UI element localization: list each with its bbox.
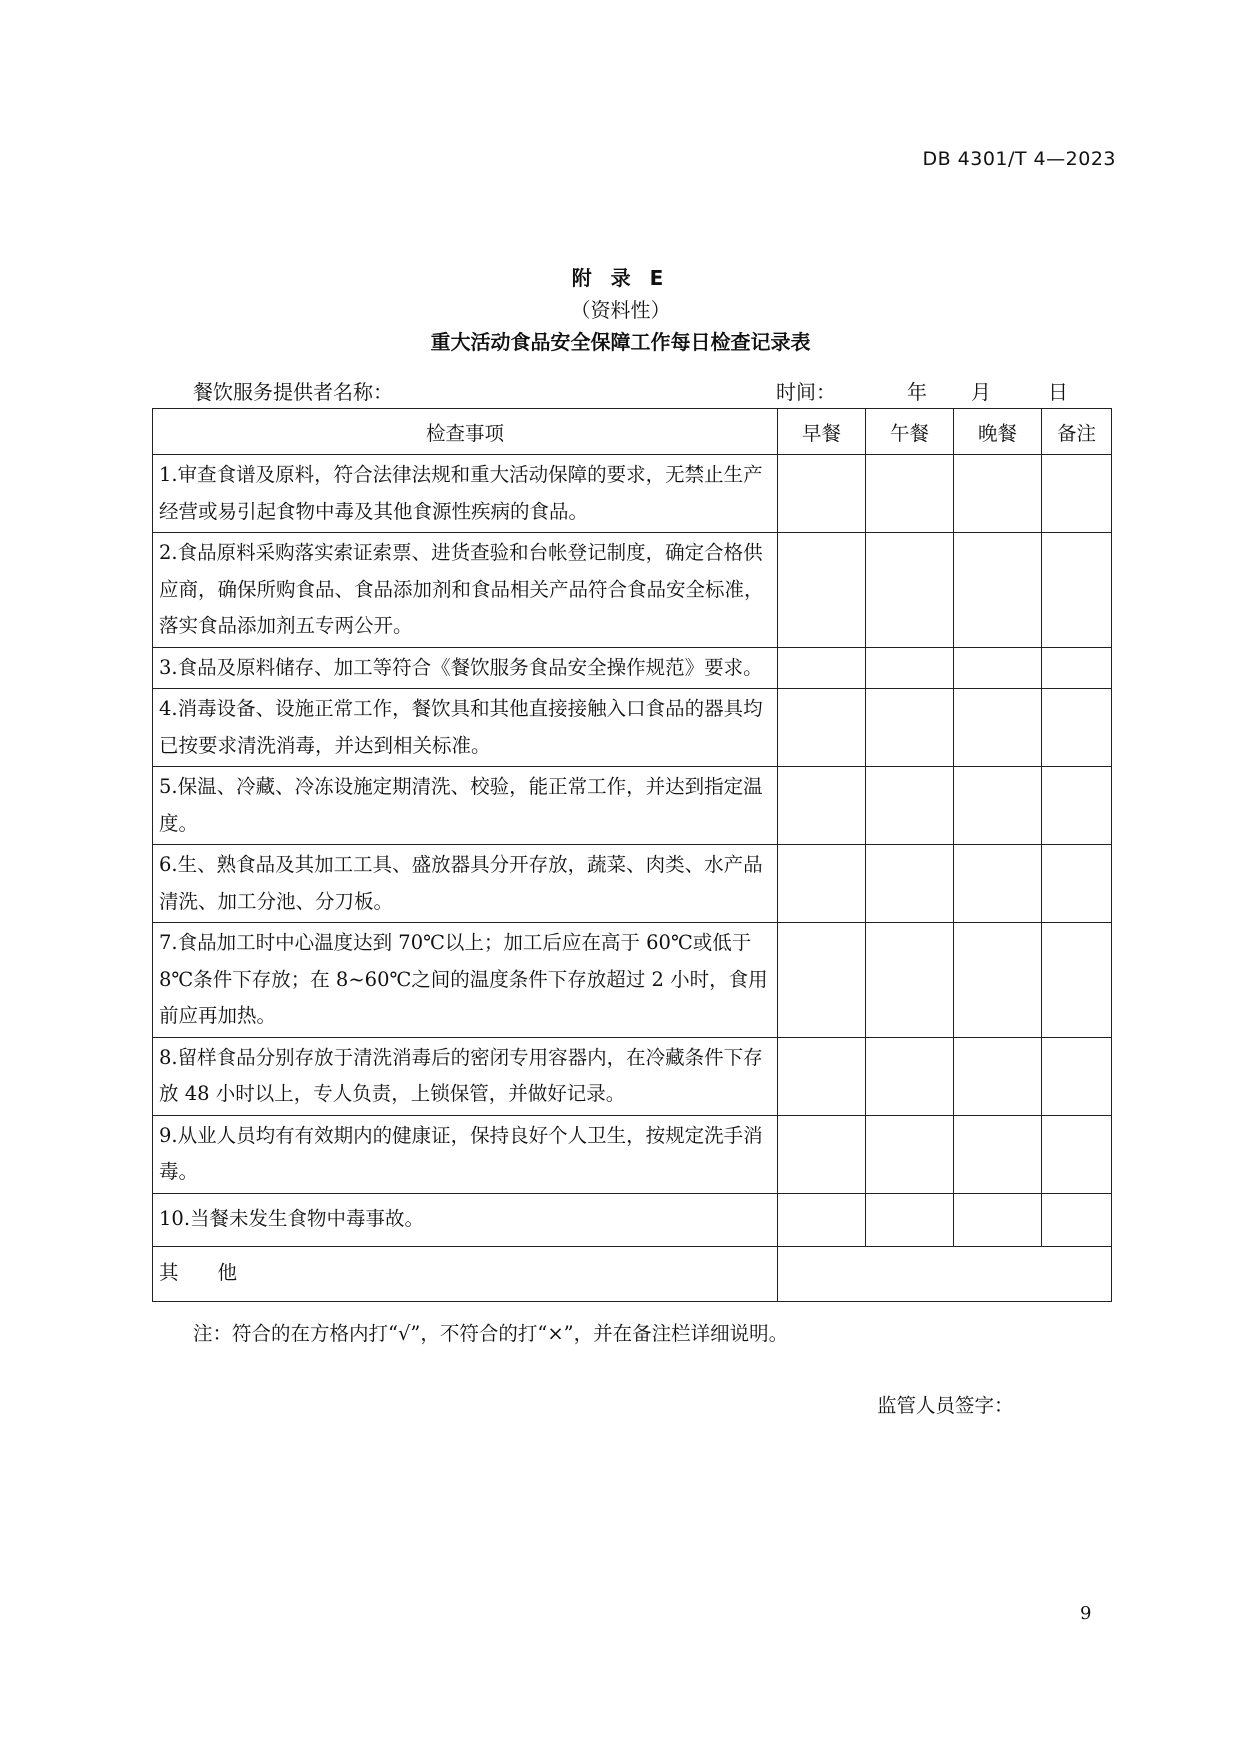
table-title: 重大活动食品安全保障工作每日检查记录表	[430, 330, 811, 354]
lunch-checkbox[interactable]	[866, 767, 954, 845]
check-item-text: 1.审查食谱及原料，符合法律法规和重大活动保障的要求，无禁止生产经营或易引起食物中毒及其他食源性疾病的食品。	[153, 455, 778, 533]
other-input-cell[interactable]	[778, 1246, 1112, 1301]
column-header-breakfast: 早餐	[778, 409, 866, 455]
remark-cell[interactable]	[1042, 923, 1112, 1038]
remark-cell[interactable]	[1042, 1115, 1112, 1193]
column-header-dinner: 晚餐	[954, 409, 1042, 455]
table-note: 注：符合的在方格内打“√”，不符合的打“×”，并在备注栏详细说明。	[193, 1322, 789, 1345]
table-header-row	[153, 409, 1112, 455]
breakfast-checkbox[interactable]	[778, 689, 866, 767]
lunch-checkbox[interactable]	[866, 845, 954, 923]
breakfast-checkbox[interactable]	[778, 1037, 866, 1115]
breakfast-checkbox[interactable]	[778, 923, 866, 1038]
breakfast-checkbox[interactable]	[778, 845, 866, 923]
check-item-text: 4.消毒设备、设施正常工作，餐饮具和其他直接接触入口食品的器具均已按要求清洗消毒，并达到相关标准。	[153, 689, 778, 767]
table-row	[153, 689, 1112, 767]
remark-cell[interactable]	[1042, 845, 1112, 923]
remark-cell[interactable]	[1042, 689, 1112, 767]
table-row	[153, 1115, 1112, 1193]
table-row	[153, 845, 1112, 923]
remark-cell[interactable]	[1042, 455, 1112, 533]
breakfast-checkbox[interactable]	[778, 767, 866, 845]
lunch-checkbox[interactable]	[866, 455, 954, 533]
appendix-type: （资料性）	[570, 298, 671, 322]
remark-cell[interactable]	[1042, 767, 1112, 845]
table-row	[153, 923, 1112, 1038]
table-row	[153, 1037, 1112, 1115]
page-number: 9	[1080, 1603, 1092, 1624]
breakfast-checkbox[interactable]	[778, 1115, 866, 1193]
check-item-text: 2.食品原料采购落实索证索票、进货查验和台帐登记制度，确定合格供应商，确保所购食品、食品添加剂和食品相关产品符合食品安全标准，落实食品添加剂五专两公开。	[153, 533, 778, 648]
dinner-checkbox[interactable]	[954, 689, 1042, 767]
dinner-checkbox[interactable]	[954, 455, 1042, 533]
appendix-title: 附 录 E	[571, 266, 670, 290]
column-header-item: 检查事项	[153, 409, 778, 455]
table-row	[153, 1193, 1112, 1246]
check-item-text: 6.生、熟食品及其加工工具、盛放器具分开存放，蔬菜、肉类、水产品清洗、加工分池、分刀板。	[153, 845, 778, 923]
table-row	[153, 647, 1112, 689]
daily-check-table	[152, 408, 1112, 1302]
remark-cell[interactable]	[1042, 1193, 1112, 1246]
time-label: 时间：	[776, 380, 836, 404]
table-row	[153, 533, 1112, 648]
day-label: 日	[1048, 380, 1068, 404]
remark-cell[interactable]	[1042, 1037, 1112, 1115]
dinner-checkbox[interactable]	[954, 1115, 1042, 1193]
check-item-text: 5.保温、冷藏、冷冻设施定期清洗、校验，能正常工作，并达到指定温度。	[153, 767, 778, 845]
lunch-checkbox[interactable]	[866, 1193, 954, 1246]
dinner-checkbox[interactable]	[954, 1037, 1042, 1115]
check-item-text: 9.从业人员均有有效期内的健康证，保持良好个人卫生，按规定洗手消毒。	[153, 1115, 778, 1193]
breakfast-checkbox[interactable]	[778, 533, 866, 648]
breakfast-checkbox[interactable]	[778, 1193, 866, 1246]
lunch-checkbox[interactable]	[866, 1037, 954, 1115]
check-item-text: 7.食品加工时中心温度达到 70℃以上；加工后应在高于 60℃或低于 8℃条件下存放；在 8~60℃之间的温度条件下存放超过 2 小时，食用前应再加热。	[153, 923, 778, 1038]
dinner-checkbox[interactable]	[954, 767, 1042, 845]
dinner-checkbox[interactable]	[954, 923, 1042, 1038]
column-header-remark: 备注	[1042, 409, 1112, 455]
title-block	[0, 262, 1241, 358]
other-row	[153, 1246, 1112, 1301]
remark-cell[interactable]	[1042, 533, 1112, 648]
supervisor-signature-label: 监管人员签字：	[877, 1394, 1014, 1417]
lunch-checkbox[interactable]	[866, 1115, 954, 1193]
month-label: 月	[971, 380, 991, 404]
year-label: 年	[907, 380, 927, 404]
provider-name-label: 餐饮服务提供者名称：	[193, 380, 393, 404]
lunch-checkbox[interactable]	[866, 533, 954, 648]
breakfast-checkbox[interactable]	[778, 455, 866, 533]
dinner-checkbox[interactable]	[954, 845, 1042, 923]
lunch-checkbox[interactable]	[866, 647, 954, 689]
table-row	[153, 767, 1112, 845]
table-row	[153, 455, 1112, 533]
dinner-checkbox[interactable]	[954, 533, 1042, 648]
check-item-text: 3.食品及原料储存、加工等符合《餐饮服务食品安全操作规范》要求。	[153, 647, 778, 689]
document-code: DB 4301/T 4—2023	[922, 148, 1116, 170]
check-item-text: 8.留样食品分别存放于清洗消毒后的密闭专用容器内，在冷藏条件下存放 48 小时以上，专人负责，上锁保管，并做好记录。	[153, 1037, 778, 1115]
dinner-checkbox[interactable]	[954, 1193, 1042, 1246]
other-label: 其 他	[153, 1246, 778, 1301]
column-header-lunch: 午餐	[866, 409, 954, 455]
meta-row	[193, 378, 1083, 406]
remark-cell[interactable]	[1042, 647, 1112, 689]
breakfast-checkbox[interactable]	[778, 647, 866, 689]
lunch-checkbox[interactable]	[866, 923, 954, 1038]
check-item-text: 10.当餐未发生食物中毒事故。	[153, 1193, 778, 1246]
dinner-checkbox[interactable]	[954, 647, 1042, 689]
lunch-checkbox[interactable]	[866, 689, 954, 767]
